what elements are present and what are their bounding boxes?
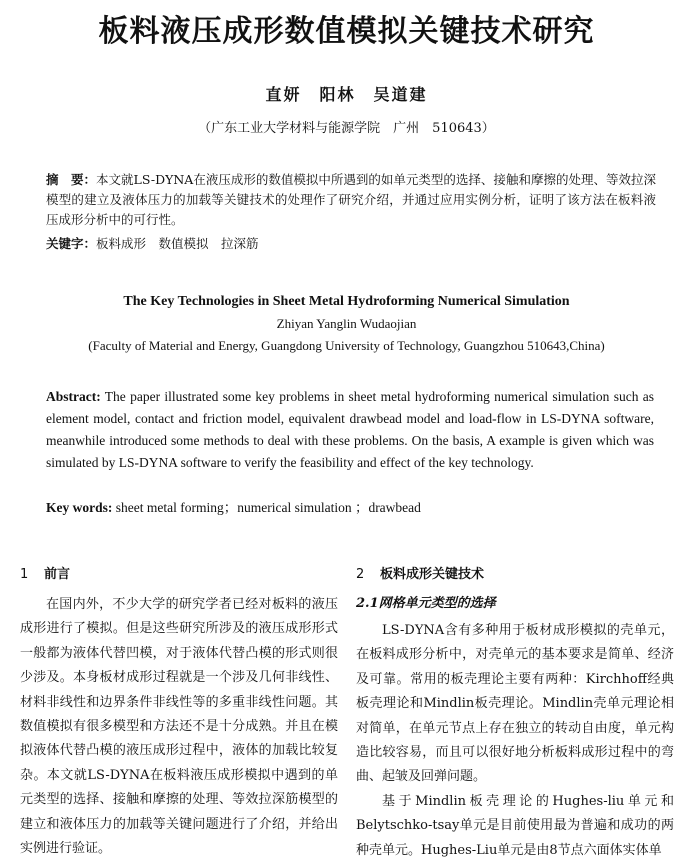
paper-title-cn: 板料液压成形数值模拟关键技术研究 [98, 14, 595, 49]
paper-title-en: The Key Technologies in Sheet Metal Hydroforming Numerical Simulation [123, 294, 570, 309]
section-title: 板料成形关键技术 [380, 567, 485, 582]
abstract-en [46, 386, 654, 474]
affiliation-en: (Faculty of Material and Energy, Guangdong University of Technology, Guangzhou 510643,China) [88, 338, 605, 353]
keywords-cn-label: 关键字： [46, 236, 97, 251]
keywords-cn-text: 板料成形 数值模拟 拉深筋 [96, 236, 259, 251]
abstract-en-text: The paper illustrated some key problems in sheet metal hydroforming numerical simulation such as element model, contact and friction model, equivalent drawbead model and load-flow in LS-DYNA software, meanwhile introduced some methods to deal with these problems. On the basis, A example is given which was simulated by LS-DYNA software to verify the feasibility and effect of the key technology. [46, 389, 654, 470]
authors-en: Zhiyan Yanglin Wudaojian [276, 316, 417, 331]
subsection-heading: 2.1网格单元类型的选择 [356, 596, 496, 611]
keywords-en-text: sheet metal forming；numerical simulation ；drawbead [115, 500, 421, 515]
body-paragraph: 基于Mindlin板壳理论的Hughes-liu单元和Belytschko-tsay单元是目前使用最为普遍和成功的两种壳单元。Hughes-Liu单元是由8节点六面体实体单 [356, 793, 674, 858]
body-paragraph: LS-DYNA含有多种用于板材成形模拟的壳单元，在板料成形分析中，对壳单元的基本要求是简单、经济及可靠。常用的板壳理论主要有两种：Kirchhoff经典板壳理论和Mindlin板壳理论。Mindlin壳单元理论相对简单，在单元节点上存在独立的转动自由度，单元构造比较容易，而且可以很好地分析板料成形过程中的弯曲、起皱及回弹问题。 [356, 623, 674, 785]
section-heading [356, 565, 674, 593]
abstract-en-label: Abstract: [46, 389, 101, 404]
left-column [20, 565, 338, 861]
section-number: 1 [20, 567, 29, 582]
keywords-en [46, 496, 654, 516]
authors-cn: 直妍 阳林 吴道建 [265, 85, 428, 104]
section-title: 前言 [44, 567, 71, 582]
section-heading [20, 565, 338, 593]
abstract-cn-text: 本文就LS-DYNA在液压成形的数值模拟中所遇到的如单元类型的选择、接触和摩擦的处理、等效拉深模型的建立及液体压力的加载等关键技术的处理作了研究介绍，并通过应用实例分析，证明了该方法在板料液压成形分析中的可行性。 [46, 172, 656, 227]
affiliation-cn: （广东工业大学材料与能源学院 广州 510643） [198, 121, 495, 136]
abstract-cn-label: 摘 要： [46, 172, 97, 187]
right-column [356, 565, 674, 863]
keywords-en-label: Key words: [46, 500, 113, 515]
keywords-cn [46, 234, 656, 252]
body-paragraph: 在国内外，不少大学的研究学者已经对板料的液压成形进行了模拟。但是这些研究所涉及的液压成形形式一般都为液体代替凹模，对于液体代替凸模的形式则很少涉及。本身板材成形过程就是一个涉及几何非线性、材料非线性和边界条件非线性等的多重非线性问题。其数值模拟有很多模型和方法还不是十分成熟。并且在模拟液体代替凸模的液压成形过程中，液体的加载比较复杂。本文就LS-DYNA在板料液压成形模拟中遇到的单元类型的选择、接触和摩擦的处理、等效拉深筋模型的建立和液体压力的加载等关键问题进行了介绍，并给出实例进行验证。 [20, 597, 338, 857]
section-number: 2 [356, 567, 365, 582]
abstract-cn [46, 170, 656, 230]
